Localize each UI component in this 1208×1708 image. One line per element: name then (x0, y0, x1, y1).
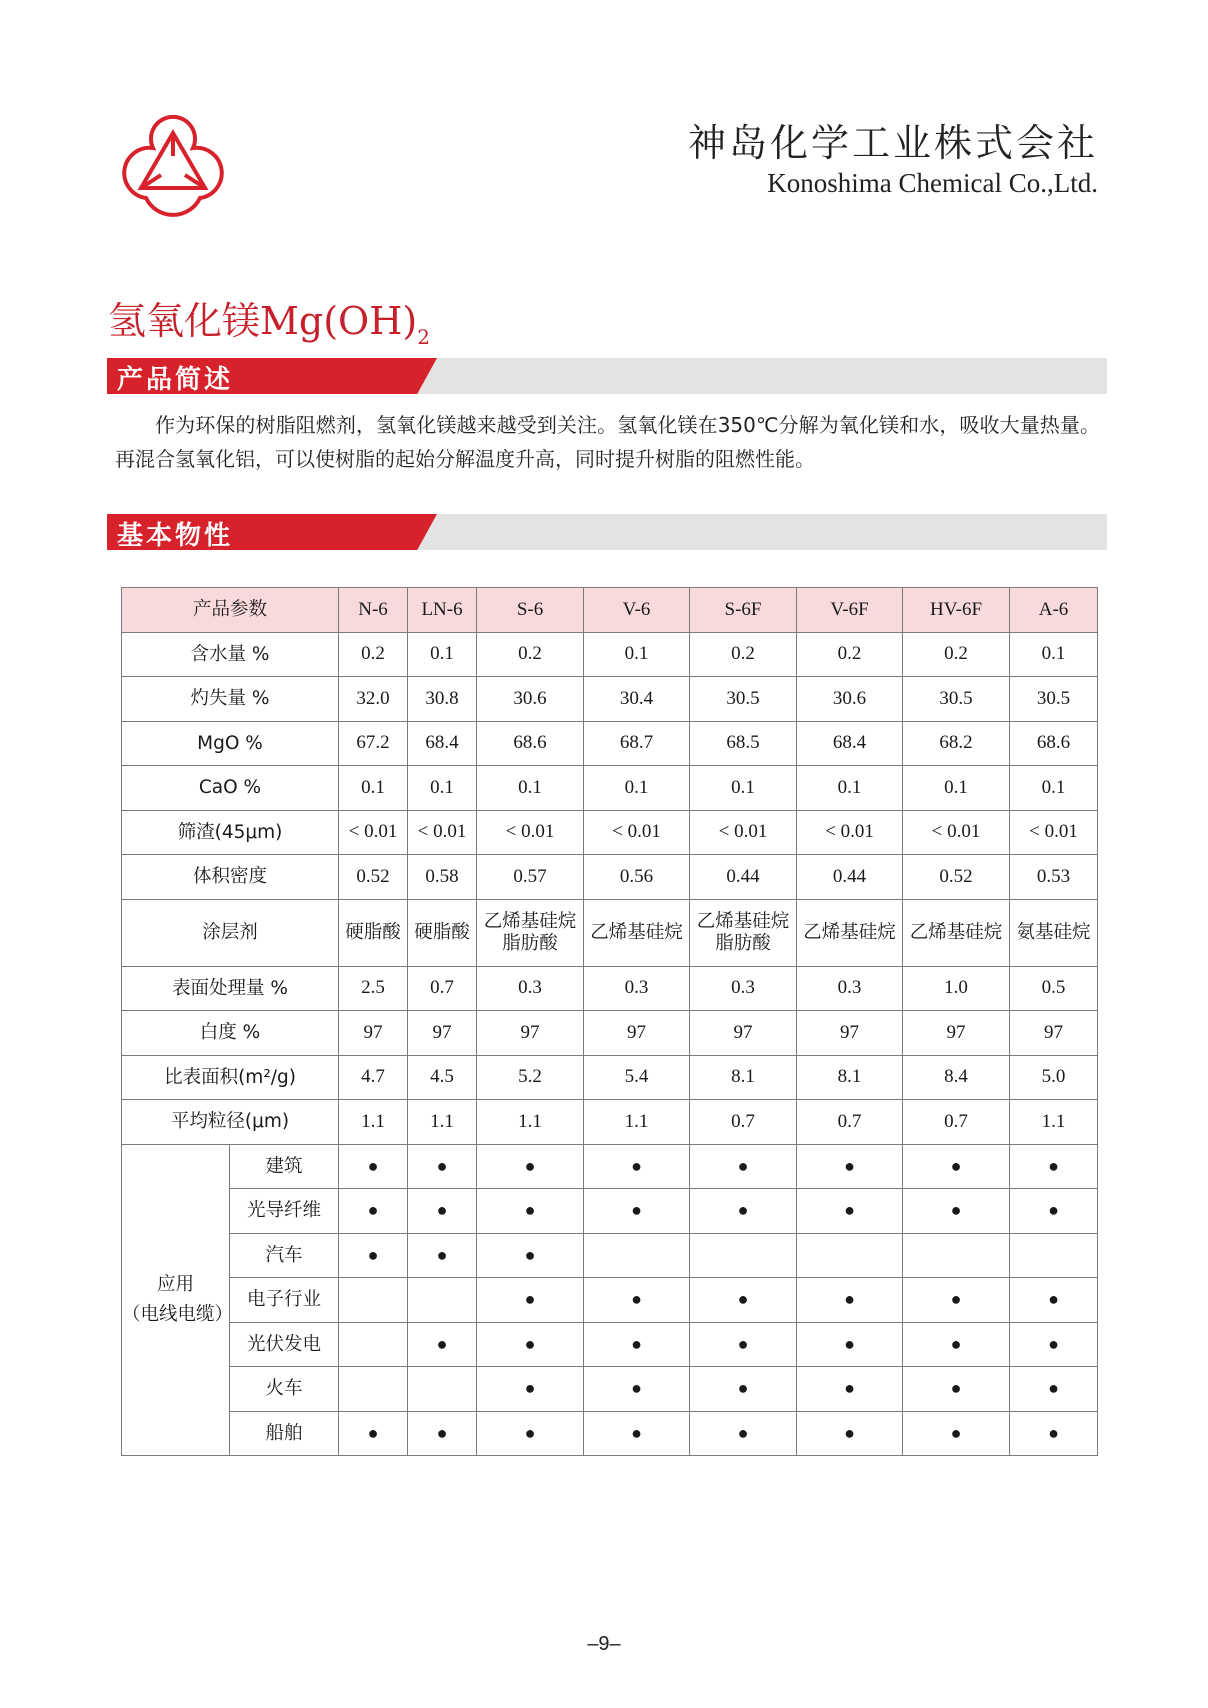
value-cell (477, 899, 584, 966)
value-cell: 5.2 (477, 1055, 584, 1100)
value-cell: 30.8 (408, 677, 477, 722)
value-cell: < 0.01 (584, 810, 690, 855)
application-mark-cell: ● (584, 1189, 690, 1234)
cell-line: 脂肪酸 (502, 932, 558, 954)
application-mark-cell (690, 1233, 797, 1278)
application-mark-cell: ● (584, 1367, 690, 1412)
value-cell: 8.1 (690, 1055, 797, 1100)
value-cell: 乙烯基硅烷 (903, 899, 1010, 966)
value-cell: 硬脂酸 (408, 899, 477, 966)
application-name-cell: 汽车 (230, 1233, 339, 1278)
application-mark-cell: ● (339, 1144, 408, 1189)
value-cell: 4.5 (408, 1055, 477, 1100)
value-cell: 97 (903, 1011, 1010, 1056)
application-mark-cell: ● (477, 1233, 584, 1278)
table-row (122, 966, 1098, 1011)
table-row (122, 766, 1098, 811)
value-cell: 30.5 (1010, 677, 1098, 722)
application-mark-cell: ● (690, 1189, 797, 1234)
value-cell: 0.1 (903, 766, 1010, 811)
header-product-cell: V-6F (797, 588, 903, 633)
value-cell: 0.58 (408, 855, 477, 900)
row-label-cell: 平均粒径(μm) (122, 1100, 339, 1145)
value-cell: 68.5 (690, 721, 797, 766)
value-cell: 4.7 (339, 1055, 408, 1100)
application-mark-cell: ● (903, 1144, 1010, 1189)
application-mark-cell (339, 1322, 408, 1367)
application-mark-cell: ● (690, 1278, 797, 1323)
header-product-cell: S-6 (477, 588, 584, 633)
value-cell: 0.1 (584, 766, 690, 811)
product-title-subscript: 2 (417, 325, 430, 349)
product-title-text: 氢氧化镁Mg(OH) (108, 299, 418, 343)
value-cell: 68.2 (903, 721, 1010, 766)
application-row (122, 1411, 1098, 1456)
application-mark-cell: ● (584, 1411, 690, 1456)
application-label-line1: 应用 (156, 1274, 194, 1296)
header-param-cell: 产品参数 (122, 588, 339, 633)
header-product-cell: V-6 (584, 588, 690, 633)
value-cell: 32.0 (339, 677, 408, 722)
value-cell: 乙烯基硅烷 (584, 899, 690, 966)
value-cell: 2.5 (339, 966, 408, 1011)
application-mark-cell: ● (408, 1233, 477, 1278)
row-label-cell: 灼失量 % (122, 677, 339, 722)
value-cell: 68.4 (797, 721, 903, 766)
company-logo (108, 108, 238, 226)
value-cell: < 0.01 (477, 810, 584, 855)
value-cell: < 0.01 (903, 810, 1010, 855)
application-mark-cell: ● (339, 1233, 408, 1278)
header-product-cell: HV-6F (903, 588, 1010, 633)
value-cell: 乙烯基硅烷 (797, 899, 903, 966)
application-mark-cell: ● (584, 1322, 690, 1367)
section-header-properties (107, 514, 1107, 550)
header-product-cell: LN-6 (408, 588, 477, 633)
application-mark-cell: ● (797, 1144, 903, 1189)
application-group-label (122, 1144, 234, 1456)
application-mark-cell: ● (584, 1144, 690, 1189)
table-row (122, 1055, 1098, 1100)
application-name-cell: 光伏发电 (230, 1322, 339, 1367)
page-number: –9– (587, 1633, 621, 1655)
value-cell: 0.1 (339, 766, 408, 811)
value-cell: 硬脂酸 (339, 899, 408, 966)
cell-line: 脂肪酸 (715, 932, 771, 954)
value-cell: 1.0 (903, 966, 1010, 1011)
application-mark-cell: ● (477, 1322, 584, 1367)
value-cell: 0.52 (903, 855, 1010, 900)
application-name-cell: 建筑 (230, 1144, 339, 1189)
value-cell: 0.53 (1010, 855, 1098, 900)
row-label-cell: 含水量 % (122, 632, 339, 677)
value-cell: < 0.01 (797, 810, 903, 855)
value-cell: 0.1 (584, 632, 690, 677)
application-name-cell: 火车 (230, 1367, 339, 1412)
application-mark-cell (797, 1233, 903, 1278)
value-cell: 8.1 (797, 1055, 903, 1100)
application-mark-cell (903, 1233, 1010, 1278)
value-cell: 97 (584, 1011, 690, 1056)
value-cell: 0.1 (1010, 632, 1098, 677)
value-cell: < 0.01 (339, 810, 408, 855)
value-cell: 97 (690, 1011, 797, 1056)
value-cell: 30.6 (797, 677, 903, 722)
row-label-cell: 涂层剂 (122, 899, 339, 966)
application-mark-cell: ● (408, 1189, 477, 1234)
value-cell: 0.2 (690, 632, 797, 677)
value-cell: 30.5 (903, 677, 1010, 722)
section-bar-gray (407, 514, 1107, 550)
value-cell: 0.7 (408, 966, 477, 1011)
value-cell: 30.4 (584, 677, 690, 722)
application-mark-cell: ● (1010, 1367, 1098, 1412)
value-cell: 0.3 (797, 966, 903, 1011)
application-mark-cell: ● (797, 1322, 903, 1367)
value-cell: 68.6 (477, 721, 584, 766)
row-label-cell: MgO % (122, 721, 339, 766)
value-cell: 5.0 (1010, 1055, 1098, 1100)
application-row (122, 1278, 1098, 1323)
application-mark-cell: ● (690, 1367, 797, 1412)
value-cell: 0.1 (477, 766, 584, 811)
value-cell: < 0.01 (1010, 810, 1098, 855)
table-row (122, 1100, 1098, 1145)
value-cell: < 0.01 (408, 810, 477, 855)
value-cell: 0.1 (408, 766, 477, 811)
application-label-line2: （电线电缆） (122, 1303, 234, 1325)
value-cell: 0.3 (690, 966, 797, 1011)
row-label-cell: 体积密度 (122, 855, 339, 900)
row-label-cell: 筛渣(45μm) (122, 810, 339, 855)
value-cell: 67.2 (339, 721, 408, 766)
application-mark-cell: ● (797, 1278, 903, 1323)
value-cell: 0.5 (1010, 966, 1098, 1011)
application-mark-cell: ● (903, 1367, 1010, 1412)
application-mark-cell (339, 1278, 408, 1323)
value-cell: 0.2 (903, 632, 1010, 677)
table-row (122, 810, 1098, 855)
company-name-cn: 神岛化学工业株式会社 (687, 121, 1098, 165)
value-cell: 1.1 (408, 1100, 477, 1145)
value-cell: 0.56 (584, 855, 690, 900)
value-cell: 30.6 (477, 677, 584, 722)
application-mark-cell: ● (339, 1411, 408, 1456)
application-mark-cell: ● (797, 1189, 903, 1234)
value-cell: 0.57 (477, 855, 584, 900)
application-row (122, 1367, 1098, 1412)
section-title-properties: 基本物性 (117, 521, 234, 551)
application-name-cell: 光导纤维 (230, 1189, 339, 1234)
value-cell: 0.1 (1010, 766, 1098, 811)
application-mark-cell: ● (477, 1144, 584, 1189)
row-label-cell: 比表面积(m²/g) (122, 1055, 339, 1100)
cell-line: 乙烯基硅烷 (483, 911, 577, 933)
value-cell: 68.4 (408, 721, 477, 766)
application-mark-cell (584, 1233, 690, 1278)
intro-paragraph: 作为环保的树脂阻燃剂，氢氧化镁越来越受到关注。氢氧化镁在350℃分解为氧化镁和水，吸收大量热量。再混合氢氧化铝，可以使树脂的起始分解温度升高，同时提升树脂的阻燃性能。 (115, 413, 1100, 471)
konoshima-logo-icon (108, 108, 238, 226)
application-mark-cell: ● (408, 1144, 477, 1189)
application-mark-cell: ● (1010, 1144, 1098, 1189)
value-cell: 8.4 (903, 1055, 1010, 1100)
value-cell: 0.2 (797, 632, 903, 677)
application-mark-cell: ● (477, 1411, 584, 1456)
application-mark-cell: ● (797, 1367, 903, 1412)
value-cell: 0.7 (690, 1100, 797, 1145)
company-name-en: Konoshima Chemical Co.,Ltd. (767, 168, 1098, 198)
value-cell (690, 899, 797, 966)
application-mark-cell (408, 1367, 477, 1412)
value-cell: 97 (1010, 1011, 1098, 1056)
header-product-cell: N-6 (339, 588, 408, 633)
value-cell: 97 (477, 1011, 584, 1056)
application-mark-cell: ● (903, 1411, 1010, 1456)
header-product-cell: S-6F (690, 588, 797, 633)
application-name-cell: 电子行业 (230, 1278, 339, 1323)
application-row (122, 1322, 1098, 1367)
application-mark-cell: ● (477, 1278, 584, 1323)
application-mark-cell: ● (903, 1322, 1010, 1367)
table-header-row (122, 588, 1098, 633)
value-cell: 0.1 (408, 632, 477, 677)
value-cell: 1.1 (584, 1100, 690, 1145)
value-cell: 0.52 (339, 855, 408, 900)
value-cell: 0.2 (477, 632, 584, 677)
cell-line: 乙烯基硅烷 (696, 911, 790, 933)
value-cell: 97 (797, 1011, 903, 1056)
value-cell: 0.44 (797, 855, 903, 900)
value-cell: 68.6 (1010, 721, 1098, 766)
application-mark-cell: ● (1010, 1189, 1098, 1234)
application-mark-cell: ● (903, 1189, 1010, 1234)
section-title-overview: 产品简述 (117, 365, 234, 395)
application-row (122, 1189, 1098, 1234)
application-mark-cell: ● (408, 1411, 477, 1456)
value-cell: 0.7 (797, 1100, 903, 1145)
value-cell: 0.3 (477, 966, 584, 1011)
value-cell: 30.5 (690, 677, 797, 722)
value-cell: 0.1 (797, 766, 903, 811)
value-cell: 0.3 (584, 966, 690, 1011)
application-mark-cell: ● (339, 1189, 408, 1234)
application-mark-cell: ● (584, 1278, 690, 1323)
section-bar-gray (407, 358, 1107, 394)
application-name-cell: 船舶 (230, 1411, 339, 1456)
value-cell: 97 (339, 1011, 408, 1056)
table-row (122, 855, 1098, 900)
application-mark-cell: ● (1010, 1411, 1098, 1456)
table-row (122, 632, 1098, 677)
table-row (122, 1011, 1098, 1056)
section-header-overview (107, 358, 1107, 394)
value-cell: 0.2 (339, 632, 408, 677)
application-mark-cell (339, 1367, 408, 1412)
value-cell: 1.1 (339, 1100, 408, 1145)
application-mark-cell: ● (1010, 1278, 1098, 1323)
application-mark-cell: ● (797, 1411, 903, 1456)
value-cell: < 0.01 (690, 810, 797, 855)
application-mark-cell: ● (1010, 1322, 1098, 1367)
properties-table (121, 587, 1098, 1456)
row-label-cell: 表面处理量 % (122, 966, 339, 1011)
value-cell: 0.7 (903, 1100, 1010, 1145)
value-cell: 0.1 (690, 766, 797, 811)
product-title (108, 290, 430, 349)
application-mark-cell: ● (477, 1367, 584, 1412)
application-mark-cell: ● (477, 1189, 584, 1234)
value-cell: 1.1 (477, 1100, 584, 1145)
value-cell: 1.1 (1010, 1100, 1098, 1145)
application-mark-cell: ● (408, 1322, 477, 1367)
application-mark-cell: ● (690, 1322, 797, 1367)
header-product-cell: A-6 (1010, 588, 1098, 633)
application-mark-cell: ● (903, 1278, 1010, 1323)
value-cell: 5.4 (584, 1055, 690, 1100)
table-row (122, 721, 1098, 766)
table-row (122, 899, 1098, 966)
row-label-cell: 白度 % (122, 1011, 339, 1056)
application-row (122, 1144, 1098, 1189)
value-cell: 68.7 (584, 721, 690, 766)
value-cell: 97 (408, 1011, 477, 1056)
table-row (122, 677, 1098, 722)
application-mark-cell: ● (690, 1144, 797, 1189)
value-cell: 氨基硅烷 (1010, 899, 1098, 966)
application-mark-cell: ● (690, 1411, 797, 1456)
row-label-cell: CaO % (122, 766, 339, 811)
application-mark-cell (408, 1278, 477, 1323)
value-cell: 0.44 (690, 855, 797, 900)
application-mark-cell (1010, 1233, 1098, 1278)
application-row (122, 1233, 1098, 1278)
